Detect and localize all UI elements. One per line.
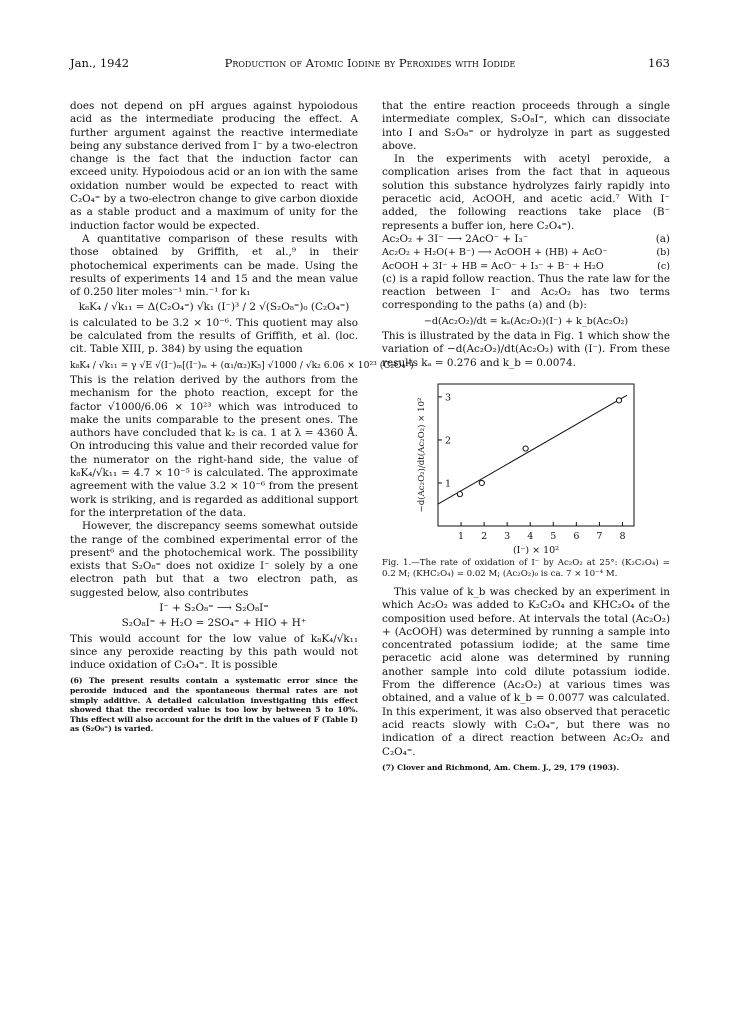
equation-tag: (b): [656, 247, 670, 259]
chart-svg: [382, 376, 670, 556]
footnote: (6) The present results contain a systematic error since the peroxide induced and the spontaneous thermal rates are not simply additive. A detailed calculation investigating this effect showed that the recorded value is too low by between 5 to 10%. This effect will also account for the drift in the values of F (Table I) as (S₂O₈⁼) is varied.: [70, 676, 358, 734]
running-header: [70, 56, 670, 72]
paragraph: However, the discrepancy seems somewhat outside the range of the combined experimental error of the present⁶ and the photochemical work. The possibility exists that S₂O₈⁼ does not oxidize I⁻ solely by a one electron path but that a two electron path, as suggested below, also contributes: [70, 520, 358, 599]
paragraph: does not depend on pH argues against hypoiodous acid as the intermediate producing the effect. A further argument against the reactive intermediate being any substance derived from I⁻ by a two-electron change is the fact that the induction factor can exceed unity. Hypoiodous acid or an ion with the same oxidation number would be expected to react with C₂O₄⁼ by a two-electron change to give carbon dioxide as a stable product and a maximum of unity for the induction factor would be expected.: [70, 100, 358, 232]
x-tick-label: 5: [550, 530, 557, 542]
x-tick-label: 1: [458, 530, 465, 542]
data-point: [616, 398, 621, 403]
x-axis-label: (I⁻) × 10²: [512, 544, 560, 556]
footnote: (7) Clover and Richmond, Am. Chem. J., 29, 179 (1903).: [382, 762, 620, 772]
equation-row: [382, 246, 670, 259]
paragraph: This is illustrated by the data in Fig. 1 which show the variation of −d(Ac₂O₂)/dt(Ac₂O₂) with (I⁻). From these results kₐ = 0.276 and k_b = 0.0074.: [382, 330, 670, 369]
data-point: [523, 446, 528, 451]
left-column: [70, 100, 414, 734]
equation: k₈K₄ / √k₁₁ = Δ(C₂O₄⁼) √k₁ (I⁻)³ / 2 √(S₂O₈⁼)₀ (C₂O₄⁼): [78, 301, 350, 314]
paragraph: This is the relation derived by the authors from the mechanism for the photo reaction, except for the factor √1000/6.06 × 10²³ which was introduced to make the units comparable to the present ones. The authors have concluded that k₂ is ca. 1 at λ = 4360 Å. On introducing this value and their recorded value for the numerator on the right-hand side, the value of k₈K₄/√k₁₁ = 4.7 × 10⁻⁵ is calculated. The approximate agreement with the value 3.2 × 10⁻⁶ from the present work is striking, and is regarded as additional support for the interpretation of the data.: [70, 373, 358, 519]
x-tick-label: 4: [527, 530, 534, 542]
right-column: [382, 100, 670, 772]
paragraph: that the entire reaction proceeds through a single intermediate complex, S₂O₈I⁼, which can dissociate into I and S₂O₈⁼ or hydrolyze in part as suggested above.: [382, 100, 670, 152]
x-tick-label: 3: [504, 530, 511, 542]
equation-row: [382, 233, 670, 246]
equation-row: [382, 260, 670, 273]
header-date: Jan., 1942: [70, 56, 130, 70]
paragraph: In the experiments with acetyl peroxide, a complication arises from the fact that in aqueous solution this substance hydrolyzes fairly rapidly into peracetic acid, AcOOH, and acetic acid.⁷ With I⁻ added, the following reactions take place (B⁻ represents a buffer ion, here C₂O₄⁼).: [382, 153, 670, 232]
equation: −d(Ac₂O₂)/dt = kₐ(Ac₂O₂)(I⁻) + k_b(Ac₂O₂): [423, 315, 629, 327]
x-tick-label: 7: [596, 530, 603, 542]
equation-tag: (a): [655, 232, 670, 245]
y-tick-label: 2: [445, 435, 452, 447]
y-tick-label: 1: [445, 478, 452, 490]
data-point: [479, 480, 484, 485]
page-number: 163: [648, 56, 670, 70]
equation: I⁻ + S₂O₈⁼ ⟶ S₂O₈I⁼: [159, 601, 269, 614]
figure-caption: Fig. 1.—The rate of oxidation of I⁻ by Ac₂O₂ at 25°: (K₂C₂O₄) = 0.2 M; (KHC₂O₄) = 0.02 M; (Ac₂O₂)₀ is ca. 7 × 10⁻⁴ M.: [382, 557, 670, 579]
paragraph: A quantitative comparison of these results with those obtained by Griffith, et al.,⁹ in their photochemical experiments can be made. Using the results of experiments 14 and 15 and the mean value of 0.250 liter moles⁻¹ min.⁻¹ for k₁: [70, 232, 358, 299]
equation: AcOOH + 3I⁻ + HB = AcO⁻ + I₃⁻ + B⁻ + H₂O: [382, 260, 604, 272]
x-tick-label: 6: [573, 530, 580, 542]
paragraph: (c) is a rapid follow reaction. Thus the rate law for the reaction between I⁻ and Ac₂O₂ has two terms corresponding to the paths (a) and (b):: [382, 272, 670, 312]
plot-frame: [438, 384, 634, 526]
header-title: Production of Atomic Iodine by Peroxides with Iodide: [224, 56, 516, 70]
equation: Ac₂O₂ + 3I⁻ ⟶ 2AcO⁻ + I₃⁻: [382, 232, 529, 245]
paragraph: This value of k_b was checked by an experiment in which Ac₂O₂ was added to K₂C₂O₄ and KHC₂O₄ of the composition used before. At intervals the total (Ac₂O₂) + (AcOOH) was determined by running a sample into concentrated potassium iodide; at the same time peracetic acid alone was determined by running another sample into cold dilute potassium iodide. From the difference (Ac₂O₂) at various times was obtained, and a value of k_b = 0.0077 was calculated. In this experiment, it was also observed that peracetic acid reacts slowly with C₂O₄⁼, but there was no indication of a direct reaction between Ac₂O₂ and C₂O₄⁼.: [382, 585, 670, 758]
equation: Ac₂O₂ + H₂O(+ B⁻) ⟶ AcOOH + (HB) + AcO⁻: [382, 247, 608, 259]
equation: S₂O₈I⁼ + H₂O = 2SO₄⁼ + HIO + H⁺: [121, 617, 307, 630]
figure-1-chart: [382, 376, 670, 556]
equation: k₈K₄ / √k₁₁ = γ √E √(I⁻)ₘ[(I⁻)ₘ + (α₁/α₂)K₅] √1000 / √k₂ 6.06 × 10²³ (C₂O₄⁼): [70, 359, 414, 371]
y-axis-label: −d(Ac₂O₂)/dt(Ac₂O₂) × 10²: [417, 397, 427, 513]
paragraph: is calculated to be 3.2 × 10⁻⁶. This quotient may also be calculated from the results of Griffith, et al. (loc. cit. Table XIII, p. 384) by using the equation: [70, 316, 358, 356]
x-tick-label: 8: [619, 530, 626, 542]
data-point: [457, 491, 462, 496]
y-tick-label: 3: [445, 392, 452, 404]
paragraph: This would account for the low value of k₈K₄/√k₁₁ since any peroxide reacting by this path would not induce oxidation of C₂O₄⁼. It is possible: [70, 632, 358, 672]
x-tick-label: 2: [481, 530, 488, 542]
equation-tag: (c): [657, 260, 670, 272]
fit-line: [438, 395, 627, 504]
